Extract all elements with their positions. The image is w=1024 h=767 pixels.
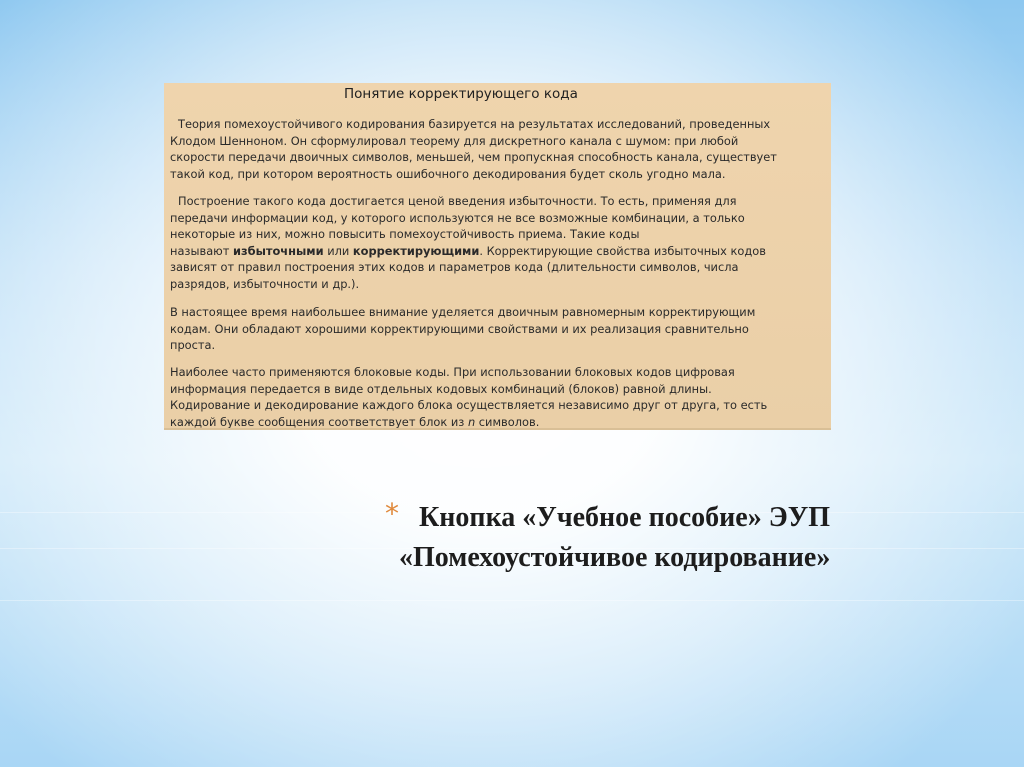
text-run: или [323, 243, 353, 258]
paragraph-3 [170, 304, 831, 354]
asterisk-bullet-icon: * [385, 497, 399, 530]
text-line: зависят от правил построения этих кодов и параметров кода (длительности символов, числа [170, 260, 739, 274]
caption-line-1: Кнопка «Учебное пособие» ЭУП [419, 502, 831, 533]
caption-line-2: «Помехоустойчивое кодирование» [399, 542, 831, 573]
text-run: символов. [475, 414, 540, 429]
text-line: В настоящее время наибольшее внимание уделяется двоичным равномерным корректирующим [170, 305, 756, 319]
text-line: проста. [170, 338, 216, 352]
text-line: разрядов, избыточности и др.). [170, 276, 360, 291]
paragraph-2 [170, 193, 831, 292]
text-line: кодам. Они обладают хорошими корректирующими свойствами и их реализация сравнительно [170, 321, 749, 336]
text-line: такой код, при котором вероятность ошибочного декодирования будет сколь угодно мала. [170, 166, 726, 181]
text-line: информация передается в виде отдельных кодовых комбинаций (блоков) равной длины. [170, 381, 712, 396]
paragraph-1 [170, 116, 831, 182]
document-title: Понятие корректирующего кода [344, 86, 578, 102]
italic-symbol: n [467, 414, 476, 429]
text-line: Наиболее часто применяются блоковые коды. При использовании блоковых кодов цифровая [170, 365, 735, 379]
text-line: Построение такого кода достигается ценой введения избыточности. То есть, применяя для [178, 194, 737, 208]
bold-term: корректирующими [352, 243, 480, 258]
text-run: . Корректирующие свойства избыточных кодов [479, 243, 766, 258]
text-run: называют [170, 243, 234, 258]
text-line: скорости передачи двоичных символов, меньшей, чем пропускная способность канала, существует [170, 150, 777, 164]
text-line: некоторые из них, можно повысить помехоустойчивость приема. Такие коды [170, 227, 640, 241]
bold-term: избыточными [233, 243, 324, 258]
text-line: передачи информации код, у которого используются не все возможные комбинации, а только [170, 210, 745, 225]
document-screenshot [164, 83, 831, 430]
text-line: Кодирование и декодирование каждого блока осуществляется независимо друг от друга, то есть [170, 398, 768, 412]
paragraph-4 [170, 364, 831, 430]
text-run: каждой букве сообщения соответствует блок из [170, 414, 468, 429]
decor-band [0, 600, 1024, 601]
text-line: Клодом Шенноном. Он сформулировал теорему для дискретного канала с шумом: при любой [170, 133, 739, 148]
text-line: Теория помехоустойчивого кодирования базируется на результатах исследований, проведенных [178, 117, 771, 131]
text-line [170, 243, 831, 260]
text-line [170, 414, 831, 431]
